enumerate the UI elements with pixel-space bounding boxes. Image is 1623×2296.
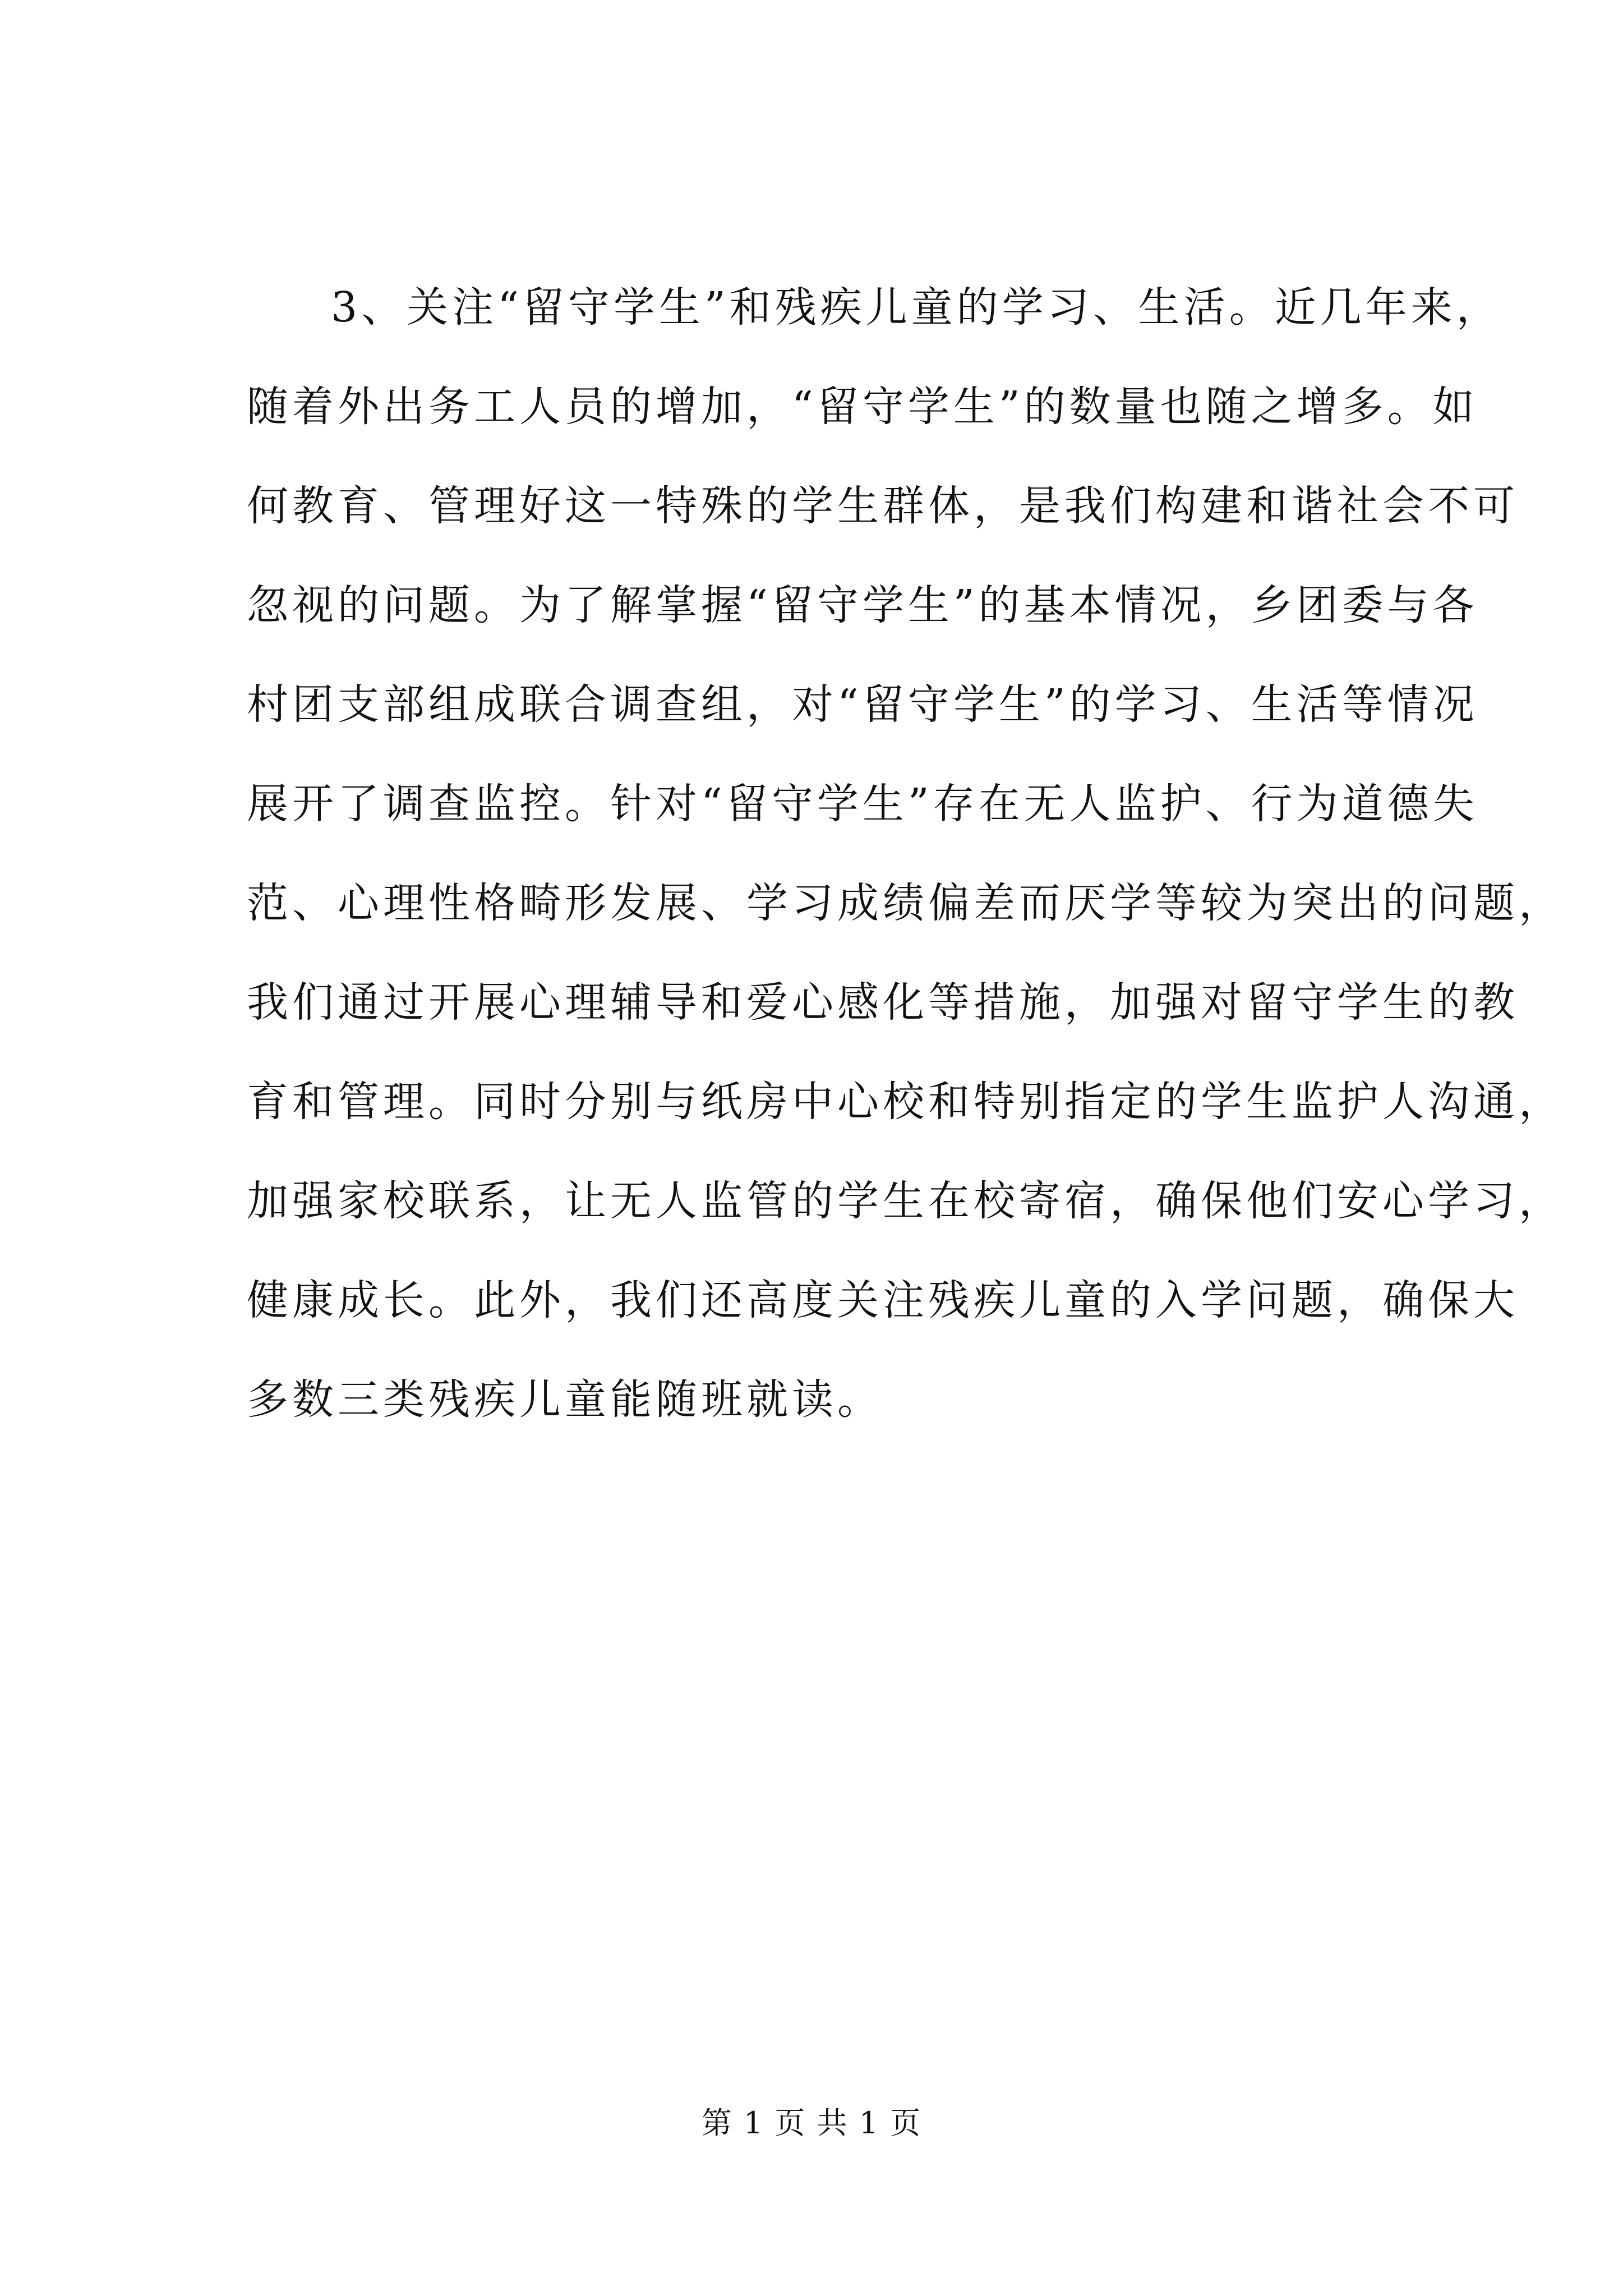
paragraph-line: 多数三类残疾儿童能随班就读。: [247, 1375, 883, 1424]
paragraph-line: 村团支部组成联合调查组，对“留守学生”的学习、生活等情况: [247, 680, 1478, 729]
paragraph-line: 忽视的问题。为了解掌握“留守学生”的基本情况，乡团委与各: [247, 581, 1478, 629]
paragraph-line: 育和管理。同时分别与纸房中心校和特别指定的学生监护人沟通，: [247, 1078, 1564, 1126]
page-footer: [0, 2101, 1623, 2146]
body-paragraph: [247, 258, 1564, 1450]
page-number: 第 1 页 共 1 页: [701, 2105, 922, 2141]
paragraph-line: 何教育、管理好这一特殊的学生群体，是我们构建和谐社会不可: [247, 482, 1519, 530]
paragraph-line: 随着外出务工人员的增加，“留守学生”的数量也随之增多。如: [247, 383, 1478, 431]
paragraph-line: 展开了调查监控。针对“留守学生”存在无人监护、行为道德失: [247, 780, 1478, 828]
paragraph-line: 加强家校联系，让无人监管的学生在校寄宿，确保他们安心学习，: [247, 1177, 1564, 1225]
paragraph-line: 健康成长。此外，我们还高度关注残疾儿童的入学问题，确保大: [247, 1276, 1519, 1324]
paragraph-line: 范、心理性格畸形发展、学习成绩偏差而厌学等较为突出的问题，: [247, 879, 1564, 927]
paragraph-line: 我们通过开展心理辅导和爱心感化等措施，加强对留守学生的教: [247, 978, 1519, 1027]
paragraph-line: 3、关注“留守学生”和残疾儿童的学习、生活。近几年来，: [331, 283, 1502, 332]
